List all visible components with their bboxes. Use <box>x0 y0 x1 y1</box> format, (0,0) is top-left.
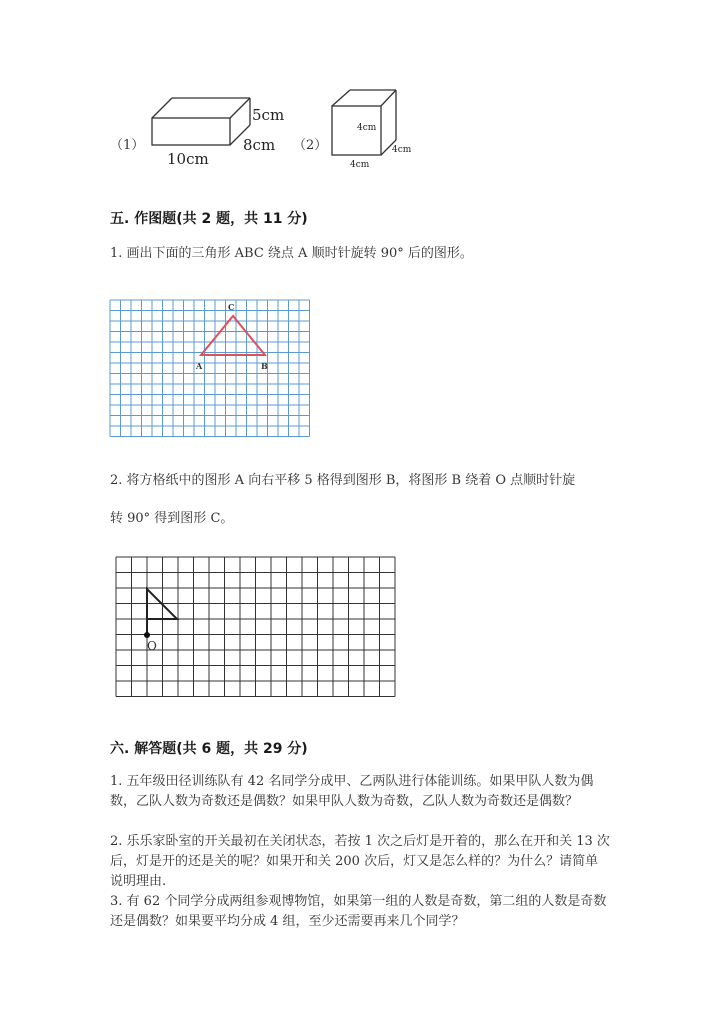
cube-edge-front: 4cm <box>357 123 377 133</box>
point-a-label: A <box>196 361 203 371</box>
section6-title: 六. 解答题(共 6 题，共 29 分) <box>110 741 308 757</box>
cuboid-shape <box>152 98 250 145</box>
section6-question2: 2. 乐乐家卧室的开关最初在关闭状态，若按 1 次之后灯是开着的，那么在开和关 13 次后，灯是开的还是关的呢？如果开和关 200 次后，灯又是怎么样的？为什么？请简单说明理由. <box>110 834 610 889</box>
point-b-label: B <box>261 361 268 371</box>
black-grid-figure <box>110 552 400 706</box>
black-grid-lines <box>116 557 395 697</box>
section5-title: 五. 作图题(共 2 题，共 11 分) <box>110 211 308 227</box>
blue-grid-lines <box>110 300 310 437</box>
cuboid-length: 10cm <box>167 150 209 168</box>
figure2-label: （2） <box>293 138 328 153</box>
question2-line2: 转 90° 得到图形 C。 <box>110 511 234 526</box>
figure1-label: （1） <box>110 138 145 153</box>
point-o-dot <box>144 632 150 638</box>
point-c-label: C <box>228 302 235 312</box>
solids-drawing <box>100 80 430 180</box>
cube-edge-bottom: 4cm <box>350 160 370 170</box>
solid-figures <box>100 80 430 180</box>
cube-edge-side: 4cm <box>392 145 412 155</box>
section6-question1: 1. 五年级田径训练队有 42 名同学分成甲、乙两队进行体能训练。如果甲队人数为偶数，乙队人数为奇数还是偶数？如果甲队人数为奇数，乙队人数为奇数还是偶数？ <box>110 774 594 809</box>
point-o-label: O <box>147 639 157 653</box>
blue-grid-drawing <box>108 296 318 438</box>
question2-line1: 2. 将方格纸中的图形 A 向右平移 5 格得到图形 B，将图形 B 绕着 O 点顺时针旋 <box>110 473 576 488</box>
cuboid-width: 8cm <box>243 136 276 154</box>
section5-question2 <box>110 462 630 538</box>
triangle-abc <box>201 316 265 355</box>
blue-grid-figure <box>108 296 318 442</box>
black-grid-drawing <box>110 552 400 702</box>
section5-question1: 1. 画出下面的三角形 ABC 绕点 A 顺时针旋转 90° 后的图形。 <box>110 246 473 261</box>
flag-figure-a <box>144 589 177 638</box>
cuboid-height: 5cm <box>252 106 285 124</box>
section6-question3: 3. 有 62 个同学分成两组参观博物馆，如果第一组的人数是奇数，第二组的人数是奇数还是偶数？如果要平均分成 4 组，至少还需要再来几个同学？ <box>110 894 607 929</box>
